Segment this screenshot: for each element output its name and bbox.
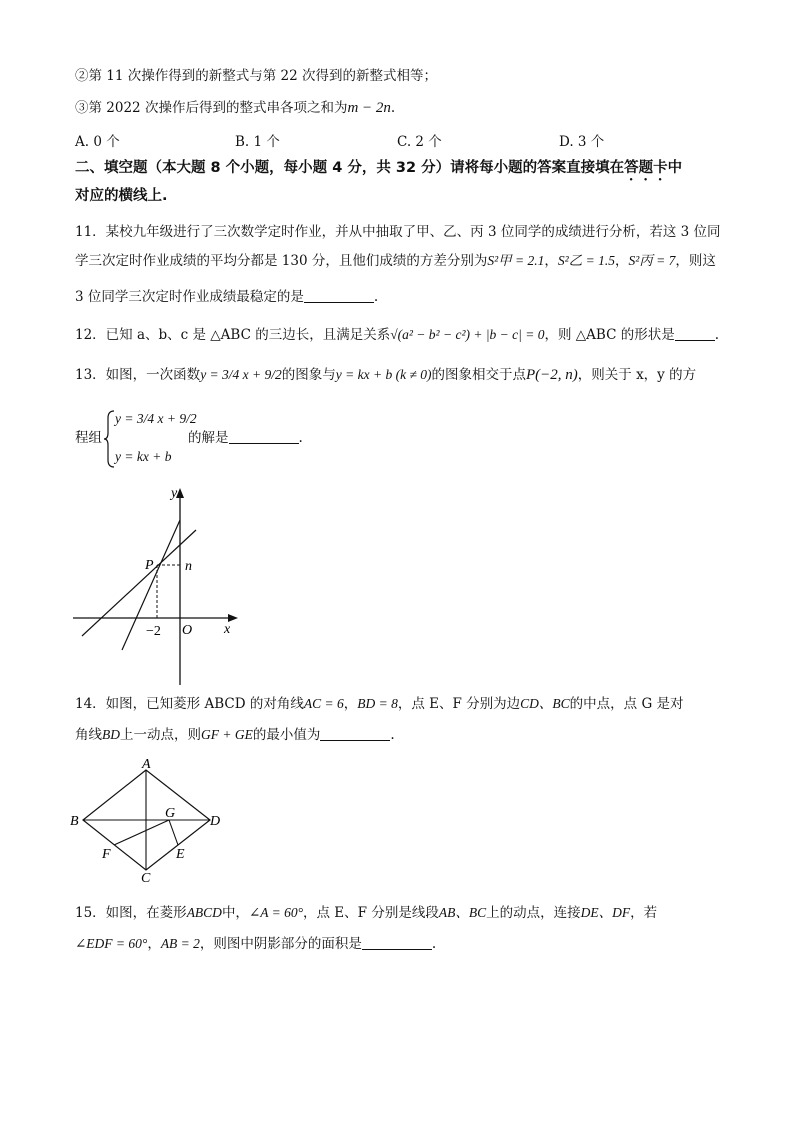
q11-line3: 3 位同学三次定时作业成绩最稳定的是 .: [75, 289, 379, 305]
label-origin: O: [182, 623, 193, 638]
label-x: x: [224, 622, 231, 637]
q12-line: 12．已知 a、b、c 是 △ABC 的三边长，且满足关系√(a² − b² − c²) + |b − c| = 0，则 △ABC 的形状是 .: [75, 327, 719, 343]
q11-line1: 11．某校九年级进行了三次数学定时作业，并从中抽取了甲、乙、丙 3 位同学的成绩进行分析，若这 3 位同: [75, 224, 721, 240]
figure-13-graph: [68, 480, 248, 690]
label-a: A: [142, 758, 151, 772]
variance-bing: S²丙 = 7: [628, 253, 676, 268]
expr-m-2n: m − 2n: [347, 100, 391, 116]
q13-line1: 13．如图，一次函数y = 3/4 x + 9/2的图象与y = kx + b (k ≠ 0)的图象相交于点P(−2, n)，则关于 x，y 的方: [75, 367, 697, 383]
q15-line1: 15．如图，在菱形ABCD中，∠A = 60°，点 E、F 分别是线段AB、BC上的动点，连接DE、DF，若: [75, 905, 658, 921]
option-a[interactable]: A. 0 个: [75, 134, 120, 150]
label-e: E: [176, 847, 185, 862]
variance-jia: S²甲 = 2.1: [487, 253, 545, 268]
label-d: D: [210, 814, 221, 829]
option-c[interactable]: C. 2 个: [397, 134, 442, 150]
answer-blank-q14[interactable]: [320, 726, 390, 741]
system-eq-2: y = kx + b: [115, 449, 172, 464]
label-y: y: [171, 486, 178, 501]
linear-function-2: y = kx + b (k ≠ 0): [335, 367, 432, 382]
section-heading-line2: 对应的横线上.: [75, 188, 168, 204]
x-axis-arrow: [228, 614, 238, 622]
q15-line2: ∠EDF = 60°，AB = 2，则图中阴影部分的面积是 .: [75, 936, 437, 952]
answer-blank-q13[interactable]: [229, 429, 299, 444]
q13-line2: 程组: [75, 430, 102, 446]
q14-line2: 角线BD上一动点，则GF + GE的最小值为 .: [75, 727, 395, 743]
label-neg2: −2: [146, 624, 161, 639]
label-f: F: [102, 847, 111, 862]
q13-line2-end: 的解是 .: [188, 430, 303, 446]
option-d[interactable]: D. 3 个: [559, 134, 605, 150]
statement-2: ②第 11 次操作得到的新整式与第 22 次得到的新整式相等；: [75, 68, 438, 84]
q12-expression: √(a² − b² − c²) + |b − c| = 0: [390, 327, 545, 342]
figure-14-rhombus: [68, 758, 238, 888]
label-p: P: [145, 558, 154, 573]
option-b[interactable]: B. 1 个: [235, 134, 280, 150]
segment-fg: [114, 820, 169, 845]
label-n: n: [185, 559, 192, 574]
variance-yi: S²乙 = 1.5: [557, 253, 615, 268]
label-g: G: [165, 806, 176, 821]
answer-card-emphasis: 答题卡: [624, 160, 668, 176]
linear-function-1: y = 3/4 x + 9/2: [200, 367, 282, 382]
q14-line1: 14．如图，已知菱形 ABCD 的对角线AC = 6，BD = 8，点 E、F 分别为边CD、BC的中点，点 G 是对: [75, 696, 684, 712]
answer-blank-q12[interactable]: [675, 326, 715, 341]
line-y-3-4x-9-2: [82, 530, 196, 636]
q11-line2: 学三次定时作业成绩的平均分都是 130 分，且他们成绩的方差分别为S²甲 = 2.1，S²乙 = 1.5，S²丙 = 7，则这: [75, 253, 716, 269]
answer-blank-q11[interactable]: [304, 288, 374, 303]
point-p: P(−2, n): [526, 367, 578, 383]
statement-3: ③第 2022 次操作后得到的整式串各项之和为m − 2n.: [75, 100, 396, 116]
segment-ge: [169, 820, 178, 845]
system-eq-1: y = 3/4 x + 9/2: [115, 411, 197, 426]
section-heading-line1: 二、填空题（本大题 8 个小题，每小题 4 分，共 32 分）请将每小题的答案直接填在答题卡中: [75, 160, 683, 176]
answer-blank-q15[interactable]: [362, 935, 432, 950]
label-b: B: [70, 814, 79, 829]
label-c: C: [141, 871, 151, 886]
